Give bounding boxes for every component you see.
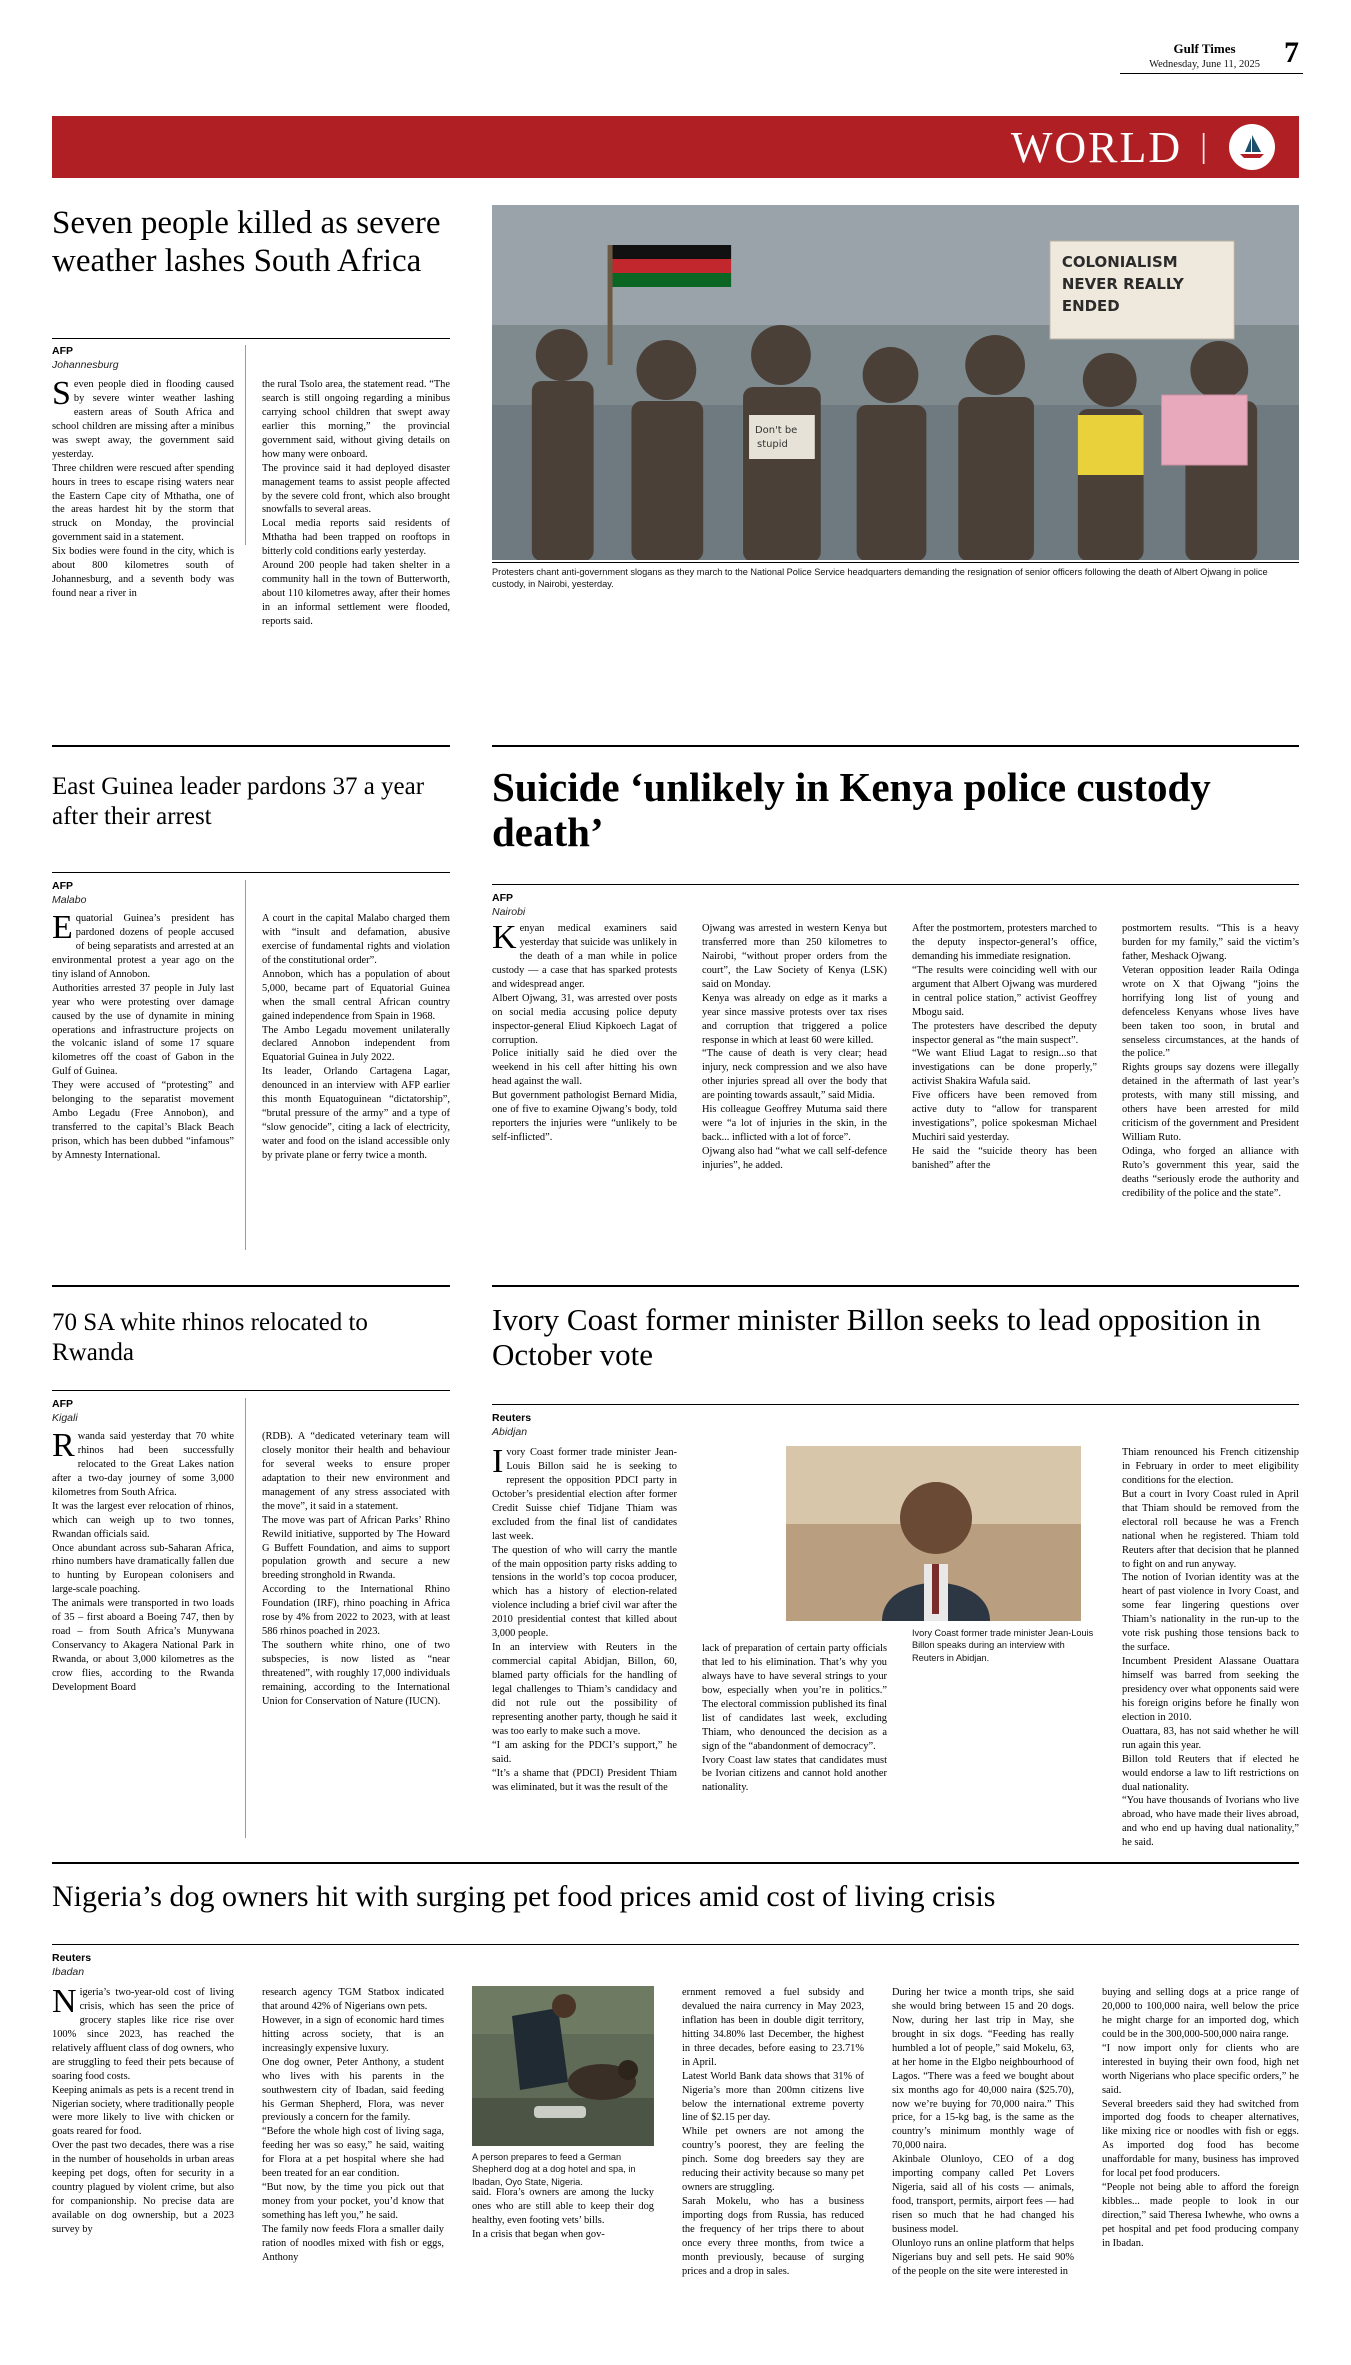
- svg-text:Don't be: Don't be: [755, 424, 798, 437]
- agency-label: AFP: [492, 892, 513, 904]
- svg-text:ENDED: ENDED: [1061, 296, 1120, 316]
- body-east-guinea-col2: A court in the capital Malabo charged them with “insult and defamation, abusive exercise of fundamental rights and violation of the constitutional order”. Annobon, which has a population of about 5,000, became part of Equatorial Guinea when the small central African country gained independence from Spain in 1968. The Ambo Legadu movement unilaterally declared Annobon independent from Equatorial Guinea in July 2022. Its leader, Orlando Cartagena Lagar, denounced in an interview with AFP earlier this month Equatoguinean “dictatorship”, “brutal pressure of the army” and a type of “slow genocide”, citing a lack of electricity, water and food on the island accessible only by private plane or ferry twice a month.: [262, 913, 450, 1161]
- location-label: Kigali: [52, 1411, 78, 1424]
- photo-billon-interview: [786, 1446, 1081, 1621]
- agency-label: AFP: [52, 880, 73, 892]
- rule-east-guinea: [52, 872, 450, 873]
- section-separator: |: [1200, 128, 1207, 165]
- publication-title: Gulf Times: [1173, 41, 1236, 56]
- body-nigeria-col6: buying and selling dogs at a price range of 20,000 to 100,000 naira, well below the price he might charge for an imported dog, which could be in the 300,000-500,000 naira range. “I now import only for clients who are interested in buying their own food, high net worth Nigerians who place specific orders,” he said. Several breeders said they had switched from imported dog foods to cheaper alternatives, like mixing rice or noodles with fish or eggs. As imported dog food has become unaffordable for many, business has improved for local pet food producers. “People not being able to afford the foreign kibbles... made people to look in our direction,” said Theresa Iwhewhe, who owns a pet hospital and pet food producing company in Ibadan.: [1102, 1987, 1299, 2249]
- rule-nigeria-top: [52, 1862, 1299, 1864]
- masthead-divider: [1120, 73, 1303, 74]
- column-divider: [245, 1398, 246, 1838]
- body-kenya-col4: postmortem results. “This is a heavy burden for my family,” said the victim’s father, Meshack Ojwang. Veteran opposition leader Raila Odinga wrote on X that Ojwang “joins the horrifying long list of young and defenceless Kenyans whose lives have been taken too soon, in brutal and senseless circumstances, at the hands of the police.” Rights groups say dozens were illegally detained in the aftermath of last year’s protests, with many still missing, and others have been arrested for mild criticism of the government and President William Ruto. Odinga, who forged an alliance with Ruto’s government this year, said the deaths “seriously erode the authority and credibility of the police and the state”.: [1122, 923, 1299, 1199]
- rule-south-africa: [52, 338, 450, 339]
- agency-label: AFP: [52, 1398, 73, 1410]
- rule-kenya-top: [492, 745, 1299, 747]
- location-label: Abidjan: [492, 1425, 528, 1438]
- byline-rhinos: [52, 1398, 172, 1425]
- agency-label: Reuters: [492, 1412, 532, 1424]
- location-label: Nairobi: [492, 905, 526, 918]
- photo-caption-rule: [492, 562, 1299, 563]
- body-east-guinea-col1: Equatorial Guinea’s president has pardoned dozens of people accused of being separatists and arrested at an environmental protest a year ago on the tiny island of Annobon. Authorities arrested 37 people in July last year who were protesting over damage caused by the use of dynamite in mining operations and infrastructure projects on the volcanic island of some 17 square kilometres off the coast of Gabon in the Gulf of Guinea. They were accused of “protesting” and belonging to the separatist movement Ambo Legadu (Free Annobon), and transferred to the capital’s Black Beach prison, which has been dubbed “infamous” by Amnesty International.: [52, 909, 234, 1161]
- body-kenya-col1: Kenyan medical examiners said yesterday that suicide was unlikely in the death of a man while in police custody — a case that has sparked protests and widespread anger. Albert Ojwang, 31, was arrested over posts on social media accusing police deputy inspector-general Eliud Kipkoech Lagat of corruption. Police initially said he died over the weekend in his cell after hitting his own head against the wall. But government pathologist Bernard Midia, one of five to examine Ojwang’s body, told reporters the injuries were “unlikely to be self-inflicted”.: [492, 919, 677, 1144]
- byline-east-guinea: [52, 880, 172, 907]
- byline-south-africa: [52, 345, 172, 372]
- location-label: Johannesburg: [52, 358, 119, 371]
- svg-text:NEVER REALLY: NEVER REALLY: [1061, 274, 1184, 294]
- headline-south-africa: Seven people killed as severe weather lashes South Africa: [52, 205, 441, 279]
- photo-protest-nairobi: [492, 205, 1299, 560]
- section-banner: [52, 116, 1299, 178]
- photo-main-caption: Protesters chant anti-government slogans as they march to the National Police Service headquarters demanding the resignation of senior officers following the death of Albert Ojwang in police custody, in Nairobi, yesterday.: [492, 567, 1268, 590]
- body-kenya-col2: Ojwang was arrested in western Kenya but transferred more than 250 kilometres to Nairobi, “without proper orders from the court”, the Law Society of Kenya (LSK) said on Monday. Kenya was already on edge as it marks a year since massive protests over tax rises and corruption that triggered a police response in which at least 60 were killed. “The cause of death is very clear; head injury, neck compression and we also have other injuries spread all over the body that are pointing towards assault,” said Midia. His colleague Geoffrey Mutuma said there were “a lot of injuries in the skin, in the back... inflicted with a lot of force”. Ojwang also had “what we call self-defence injuries”, he added.: [702, 923, 887, 1171]
- byline-ivory-coast: [492, 1412, 602, 1439]
- byline-kenya: [492, 892, 602, 919]
- headline-nigeria: Nigeria’s dog owners hit with surging pet food prices amid cost of living crisis: [52, 1880, 996, 1913]
- rule-ivory-coast: [492, 1404, 1299, 1405]
- location-label: Ibadan: [52, 1965, 85, 1978]
- body-nigeria-col3: said. Flora’s owners are among the lucky ones who are still able to keep their dog healthy, even footing vets’ bills. In a crisis that began when gov-: [472, 2187, 654, 2240]
- body-rhinos-col1: Rwanda said yesterday that 70 white rhinos had been successfully relocated to the Great Lakes nation after a two-day journey of some 3,000 kilometres from South Africa. It was the largest ever relocation of rhinos, which can weigh up to two tonnes, Rwandan officials said. Once abundant across sub-Saharan Africa, rhino numbers have dramatically fallen due to hunting by European colonisers and large-scale poaching. The animals were transported in two loads of 35 – first aboard a Boeing 747, then by road – from South Africa’s Munywana Conservancy to Akagera National Park in Rwanda, or about 3,000 kilometres as the crow flies, according to the Rwanda Development Board: [52, 1427, 234, 1693]
- svg-text:COLONIALISM: COLONIALISM: [1061, 252, 1178, 272]
- body-south-africa-col2: the rural Tsolo area, the statement read. “The search is still ongoing regarding a minibus carrying school children that swept away earlier this morning,” the provincial government said, without giving details on how many were onboard. The province said it had deployed disaster management teams to assist people affected by the severe cold front, which also brought snowfalls to several areas. Local media reports said residents of Mthatha had been trapped on rooftops in bitterly cold conditions early yesterday. Around 200 people had taken shelter in a community hall in the town of Butterworth, about 110 kilometres away, after their homes in an informal settlement were flooded, reports said.: [262, 379, 450, 627]
- svg-text:stupid: stupid: [757, 438, 788, 451]
- agency-label: AFP: [52, 345, 73, 357]
- agency-label: Reuters: [52, 1952, 92, 1964]
- column-divider: [245, 880, 246, 1250]
- rule-rhinos-top: [52, 1285, 450, 1287]
- photo-dog-feeding: [472, 1986, 654, 2146]
- rule-rhinos: [52, 1390, 450, 1391]
- rule-kenya: [492, 884, 1299, 885]
- masthead: [0, 36, 1351, 80]
- section-title: WORLD: [1010, 122, 1183, 172]
- body-nigeria-col2: research agency TGM Statbox indicated that around 42% of Nigerians own pets. However, in a sign of economic hard times hitting across society, that is an increasingly expensive luxury. One dog owner, Peter Anthony, a student who lives with his parents in the southwestern city of Ibadan, said feeding his German Shepherd, Flora, was never previously a concern for the family. “Before the whole high cost of living saga, feeding her was so easy,” he said, waiting for Flora at a pet hospital where she had been treated for an ear condition. “But now, by the time you pick out that money from your pocket, you’d know that something has left you,” he said. The family now feeds Flora a smaller daily ration of noodles mixed with fish or eggs, Anthony: [262, 1987, 444, 2263]
- dhow-boat-icon: [1229, 124, 1275, 170]
- rule-east-guinea-top: [52, 745, 450, 747]
- rule-ivory-coast-top: [492, 1285, 1299, 1287]
- masthead-text: [1149, 42, 1260, 71]
- headline-kenya: Suicide ‘unlikely in Kenya police custody death’: [492, 764, 1211, 856]
- column-divider: [245, 345, 246, 545]
- body-nigeria-col5: During her twice a month trips, she said she would bring between 15 and 20 dogs. Now, during her last trip in May, she brought in six dogs. “Feeding has really humbled a lot of people,” said Mokelu, 63, at her home in the Elgbo neighbourhood of Lagos. “There was a feed we bought about six months ago for 40,000 naira ($25.70), now we’re buying for 70,000 naira.” This price, for a 15-kg bag, is the same as the country’s minimum monthly wage of 70,000 naira. Akinbale Olunloyo, CEO of a dog importing company called Pet Lovers Nigeria, said all of his costs — animals, food, transport, permits, airport fees — had risen so much that he had changed his business model. Olunloyo runs an online platform that helps Nigerians buy and sell pets. He said 90% of the people on the site were interested in: [892, 1987, 1074, 2277]
- body-ivory-coast-col2: lack of preparation of certain party officials that led to his elimination. That’s why you always have to have several strings to your bow, especially when you’re in politics.” The electoral commission published its final list of candidates last week, excluding Thiam, who denounced the decision as a sign of the “abandonment of democracy”. Ivory Coast law states that candidates must be Ivorian citizens and cannot hold another nationality.: [702, 1643, 887, 1794]
- photo-dog-caption: A person prepares to feed a German Shepherd dog at a dog hotel and spa, in Ibadan, Oyo State, Nigeria.: [472, 2152, 636, 2187]
- headline-ivory-coast: Ivory Coast former minister Billon seeks to lead opposition in October vote: [492, 1302, 1261, 1373]
- headline-rhinos: 70 SA white rhinos relocated to Rwanda: [52, 1309, 368, 1366]
- location-label: Malabo: [52, 893, 87, 906]
- body-ivory-coast-col1: Ivory Coast former trade minister Jean-Louis Billon said he is seeking to represent the opposition PDCI party in October’s presidential election after former Credit Suisse chief Tidjane Thiam was excluded from the final list of candidates last week. The question of who will carry the mantle of the main opposition party risks adding to tensions in the world’s top cocoa producer, which has a history of election-related violence including a brief civil war after the 2010 presidential contest that killed about 3,000 people. In an interview with Reuters in the commercial capital Abidjan, Billon, 60, blamed party officials for the handling of legal challenges to Thiam’s candidacy and did not rule out the possibility of representing another party, though he said it was too early to make such a move. “I am asking for the PDCI’s support,” he said. “It’s a shame that (PDCI) President Thiam was eliminated, but it was the result of the: [492, 1443, 677, 1793]
- byline-nigeria: [52, 1952, 162, 1979]
- body-rhinos-col2: (RDB). A “dedicated veterinary team will closely monitor their health and behaviour for several weeks to ensure proper adaptation to their new environment and management of any stress associated with the move”, it said in a statement. The move was part of African Parks’ Rhino Rewild initiative, supported by The Howard G Buffett Foundation, and aims to support population growth and secure a new breeding stronghold in Rwanda. According to the International Rhino Foundation (IRF), rhino poaching in Africa rose by 4% from 2022 to 2023, with at least 586 rhinos poached in 2023. The southern white rhino, one of two subspecies, is now listed as “near threatened”, with roughly 17,000 individuals remaining, according to the International Union for Conservation of Nature (IUCN).: [262, 1431, 450, 1707]
- page-number: 7: [1284, 36, 1299, 69]
- headline-east-guinea: East Guinea leader pardons 37 a year after their arrest: [52, 773, 425, 830]
- rule-nigeria: [52, 1944, 1299, 1945]
- body-nigeria-col1: Nigeria’s two-year-old cost of living crisis, which has seen the price of grocery staples like rice rise over 100% since 2023, has reached the relatively affluent class of dog owners, who are struggling to feed their pets because of soaring food costs. Keeping animals as pets is a recent trend in Nigerian society, where traditionally people were more likely to live with chicken or goats reared for food. Over the past two decades, there was a rise in the number of households in urban areas keeping pet dogs, often for security in a country plagued by violent crime, but also for companionship. No precise data are available on dog ownership, but a 2023 survey by: [52, 1983, 234, 2235]
- publication-date: Wednesday, June 11, 2025: [1149, 58, 1260, 70]
- body-south-africa-col1: Seven people died in flooding caused by severe winter weather lashing eastern areas of South Africa and school children are missing after a minibus was swept away, the government said yesterday. Three children were rescued after spending hours in trees to escape rising waters near the Eastern Cape city of Mthatha, one of the areas hardest hit by the storm that struck on Monday, the provincial government said in a statement. Six bodies were found in the city, which is about 800 kilometres south of Johannesburg, and a seventh body was found near a river in: [52, 375, 234, 600]
- body-ivory-coast-col3: Thiam renounced his French citizenship in February in order to meet eligibility conditions for the election. But a court in Ivory Coast ruled in April that Thiam should be removed from the electoral roll because he was a French national when he registered. Thiam told Reuters after that decision that he planned to fight on and run anyway. The notion of Ivorian identity was at the heart of past violence in Ivory Coast, and some fear lingering questions over Thiam’s nationality in the run-up to the vote risk pushing those tensions back to the surface. Incumbent President Alassane Ouattara himself was barred from seeking the presidency over what opponents said were his foreign origins before he finally won election in 2010. Ouattara, 83, has not said whether he will run again this year. Billon told Reuters that if elected he would endorse a law to lift restrictions on dual nationality. “You have thousands of Ivorians who live abroad, who have made their lives abroad, and who end up having dual nationality,” he said.: [1122, 1447, 1299, 1849]
- body-nigeria-col4: ernment removed a fuel subsidy and devalued the naira currency in May 2023, inflation has been in double digit territory, hitting 34.80% last December, the highest in three decades, before easing to 23.71% in April. Latest World Bank data shows that 31% of Nigeria’s more than 200mn citizens live below the international extreme poverty line of $2.15 per day. While pet owners are not among the country’s poorest, they are feeling the pinch. Some dog breeders say they are reducing their activity because so many pet owners are struggling. Sarah Mokelu, who has a business importing dogs from Russia, has reduced the frequency of her trips there to about once every three months, from twice a month previously, because of surging prices and a drop in sales.: [682, 1987, 864, 2277]
- body-kenya-col3: After the postmortem, protesters marched to the deputy inspector-general’s office, demanding his immediate resignation. “The results were coinciding well with our argument that Albert Ojwang was murdered in central police station,” activist Geoffrey Mbogu said. The protesters have described the deputy inspector general as “the main suspect”. “We want Eliud Lagat to resign...so that investigations can be done properly,” activist Shakira Wafula said. Five officers have been removed from active duty to “allow for transparent investigations”, police spokesman Michael Muchiri said yesterday. He said the “suicide theory has been banished” after the: [912, 923, 1097, 1171]
- photo-billon-caption: Ivory Coast former trade minister Jean-Louis Billon speaks during an interview with Reuters in Abidjan.: [912, 1628, 1094, 1663]
